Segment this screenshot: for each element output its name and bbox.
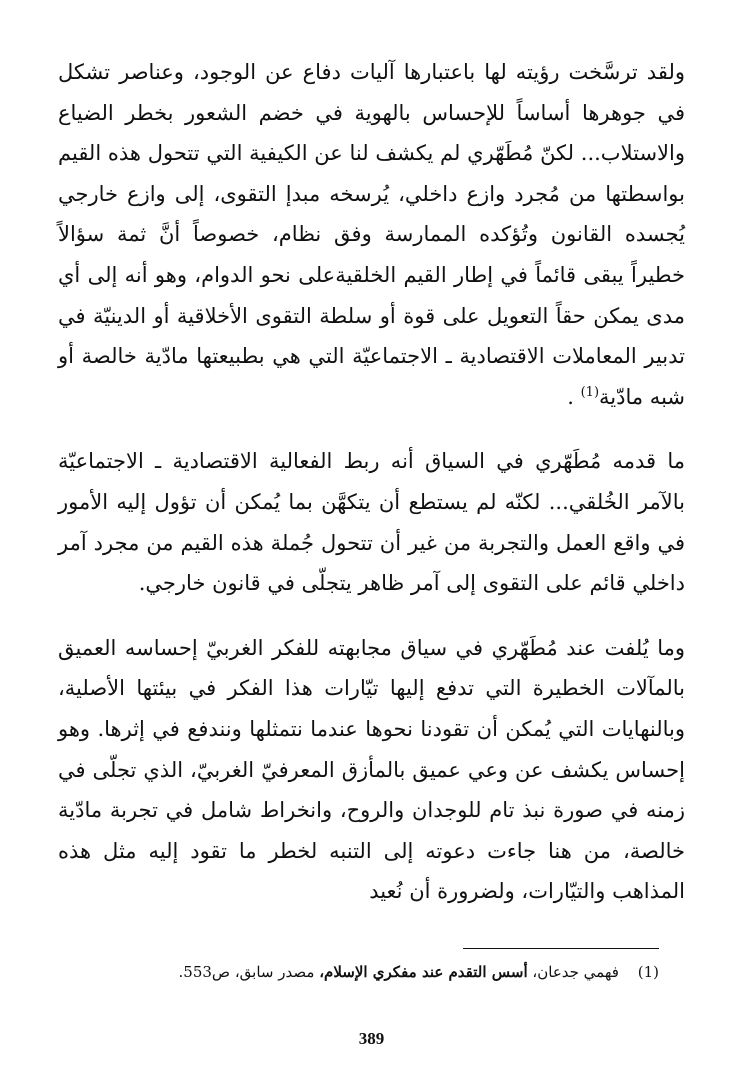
footnote-marker: (1) [637,963,659,981]
paragraph-3-text: وما يُلفت عند مُطَهّري في سياق مجابهته للفكر الغربيّ إحساسه العميق بالمآلات الخطيرة التي تدفع إليها تيّارات هذا الفكر في بيئتها الأصلية، وبالنهايات التي يُمكن أن تقودنا نحوها عندما نتمثلها ونندفع في إثرها. وهو إحساس يكشف عن وعي عميق بالمأزق المعرفيّ الغربيّ، الذي تجلّى في زمنه في صورة نبذ تام للوجدان والروح، وانخراط شامل في تجربة مادّية خالصة، من هنا جاءت دعوته إلى التنبه لخطر ما تقود إليه مثل هذه المذاهب والتيّارات، ولضرورة أن نُعيد [58,635,685,904]
footnote [58,960,659,984]
paragraph-2-text: ما قدمه مُطَهّري في السياق أنه ربط الفعالية الاقتصادية ـ الاجتماعيّة بالآمر الخُلقي... لكنّه لم يستطع أن يتكهَّن بما يُمكن أن تؤول إليه الأمور في واقع العمل والتجربة من غير أن تتحول جُملة هذه القيم من مجرد آمر داخلي قائم على التقوى إلى آمر ظاهر يتجلّى في قانون خارجي. [58,449,685,596]
footnote-title: أسس التقدم عند مفكري الإسلام، [319,963,528,981]
page-number: 389 [358,1029,385,1048]
footnote-reference[interactable]: (1) [580,384,600,400]
footnote-source: مصدر سابق، ص553. [178,963,315,981]
footnote-author: فهمي جدعان، [532,963,619,981]
page-body [58,52,685,912]
footnote-divider [463,948,659,949]
paragraph-1-text: ولقد ترسَّخت رؤيته لها باعتبارها آليات دفاع عن الوجود، وعناصر تشكل في جوهرها أساساً للإحساس بالهوية في خضم الشعور بخطر الضياع والاستلاب... لكنّ مُطَهّري لم يكشف لنا عن الكيفية التي تتحول هذه القيم بواسطتها من مُجرد وازع داخلي، يُرسخه مبدإ التقوى، إلى وازع خارجي يُجسده القانون وتُؤكده الممارسة وفق نظام، خصوصاً أنَّ ثمة سؤالاً خطيراً يبقى قائماً في إطار القيم الخلقيةعلى نحو الدوام، وهو أنه إلى أي مدى يمكن حقاً التعويل على قوة أو سلطة التقوى الأخلاقية أو الدينيّة في تدبير المعاملات الاقتصادية ـ الاجتماعيّة التي هي بطبيعتها مادّية خالصة أو شبه مادّية [58,60,685,409]
paragraph-1 [58,52,685,417]
paragraph-3 [58,628,685,912]
paragraph-2 [58,441,685,603]
paragraph-1-end: . [567,384,574,409]
